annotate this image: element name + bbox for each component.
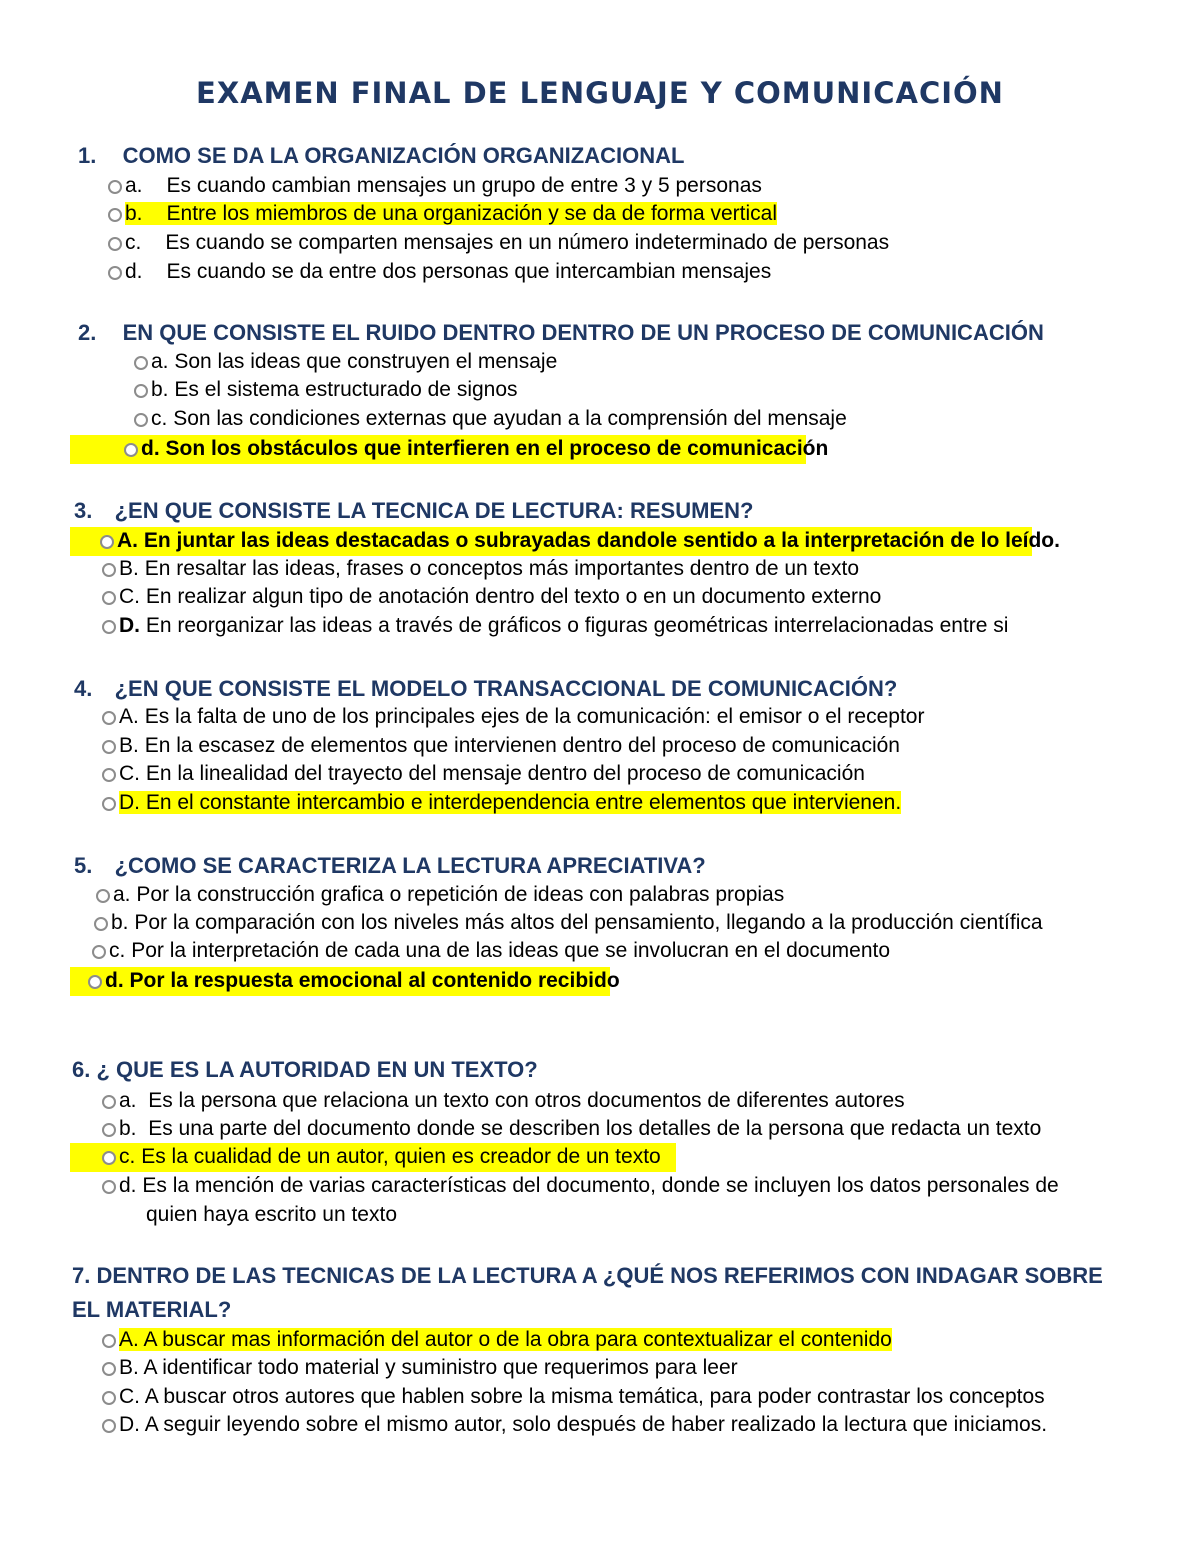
q7-option-d[interactable] xyxy=(102,1411,1047,1439)
option-letter: c. xyxy=(109,939,126,962)
option-letter: a. xyxy=(113,883,131,906)
option-text: En reorganizar las ideas a través de gráficos o figuras geométricas interrelacionadas entre si xyxy=(145,614,1009,637)
q2-option-c[interactable] xyxy=(134,405,847,433)
radio-button-icon[interactable] xyxy=(108,237,122,251)
option-text: Son los obstáculos que interfieren en el proceso de comunicación xyxy=(165,437,829,460)
q6-option-b[interactable] xyxy=(102,1115,1041,1143)
option-text: Es el sistema estructurado de signos xyxy=(174,378,518,401)
q2-option-a[interactable] xyxy=(134,348,557,376)
option-letter: c. xyxy=(151,407,168,430)
q6-option-a[interactable] xyxy=(102,1087,905,1115)
question-text: ¿EN QUE CONSISTE LA TECNICA DE LECTURA: RESUMEN? xyxy=(114,498,754,523)
question-4 xyxy=(74,672,897,706)
radio-button-icon[interactable] xyxy=(102,797,116,811)
question-number: 1. xyxy=(78,143,97,168)
radio-button-icon[interactable] xyxy=(102,711,116,725)
q2-option-b[interactable] xyxy=(134,376,518,404)
option-text: Es la mención de varias características del documento, donde se incluyen los datos personales de xyxy=(142,1174,1059,1197)
option-letter: d. xyxy=(119,1174,137,1197)
radio-button-icon[interactable] xyxy=(108,208,122,222)
q1-option-b[interactable] xyxy=(108,200,777,228)
option-letter: c. xyxy=(119,1145,136,1168)
exam-title: EXAMEN FINAL DE LENGUAJE Y COMUNICACIÓN xyxy=(196,76,1004,110)
radio-button-icon[interactable] xyxy=(102,1123,116,1137)
option-text: Es cuando cambian mensajes un grupo de entre 3 y 5 personas xyxy=(166,174,762,197)
option-text: Son las condiciones externas que ayudan a la comprensión del mensaje xyxy=(173,407,847,430)
question-1 xyxy=(78,139,684,173)
option-letter: A. xyxy=(119,705,139,728)
question-text: EN QUE CONSISTE EL RUIDO DENTRO DENTRO DE UN PROCESO DE COMUNICACIÓN xyxy=(122,320,1044,345)
option-letter: C. xyxy=(119,585,140,608)
option-letter: C. xyxy=(119,762,140,785)
question-2 xyxy=(78,316,1044,350)
option-text: Por la comparación con los niveles más altos del pensamiento, llegando a la producción científica xyxy=(134,911,1043,934)
q7-option-a[interactable] xyxy=(102,1326,892,1354)
option-letter: B. xyxy=(119,734,139,757)
option-letter: D. xyxy=(119,614,140,637)
question-text: ¿ QUE ES LA AUTORIDAD EN UN TEXTO? xyxy=(96,1057,538,1082)
radio-button-icon[interactable] xyxy=(92,945,106,959)
radio-button-icon[interactable] xyxy=(134,413,148,427)
option-letter: a. xyxy=(125,174,143,197)
option-text: Entre los miembros de una organización y se da de forma vertical xyxy=(166,202,777,225)
radio-button-icon[interactable] xyxy=(102,1095,116,1109)
option-letter: d. xyxy=(125,260,143,283)
q1-option-d[interactable] xyxy=(108,258,771,286)
question-number: 3. xyxy=(74,498,93,523)
option-letter: d. xyxy=(141,437,160,460)
radio-button-icon[interactable] xyxy=(94,917,108,931)
option-text: En el constante intercambio e interdependencia entre elementos que intervienen. xyxy=(145,791,902,814)
question-6 xyxy=(72,1053,538,1087)
question-7 xyxy=(72,1259,1132,1327)
option-letter: a. xyxy=(151,350,169,373)
q4-option-b[interactable] xyxy=(102,732,900,760)
option-text: En juntar las ideas destacadas o subrayadas dandole sentido a la interpretación de lo leído. xyxy=(143,529,1060,552)
radio-button-icon[interactable] xyxy=(134,356,148,370)
q6-option-d-continuation: quien haya escrito un texto xyxy=(146,1203,397,1226)
option-text: Son las ideas que construyen el mensaje xyxy=(174,350,558,373)
option-letter: a. xyxy=(119,1089,137,1112)
option-letter: D. xyxy=(119,1413,140,1436)
radio-button-icon[interactable] xyxy=(102,1151,116,1165)
radio-button-icon[interactable] xyxy=(102,1334,116,1348)
radio-button-icon[interactable] xyxy=(100,535,114,549)
option-text: Es la persona que relaciona un texto con otros documentos de diferentes autores xyxy=(148,1089,905,1112)
question-number: 2. xyxy=(78,320,97,345)
option-text: Es una parte del documento donde se describen los detalles de la persona que redacta un texto xyxy=(148,1117,1042,1140)
question-number: 7. xyxy=(72,1263,91,1288)
q3-option-b[interactable] xyxy=(102,555,859,583)
q5-option-b[interactable] xyxy=(94,909,1043,937)
question-text: ¿COMO SE CARACTERIZA LA LECTURA APRECIATIVA? xyxy=(114,853,706,878)
radio-button-icon[interactable] xyxy=(102,591,116,605)
option-letter: b. xyxy=(125,202,143,225)
q7-option-c[interactable] xyxy=(102,1383,1045,1411)
radio-button-icon[interactable] xyxy=(102,620,116,634)
radio-button-icon[interactable] xyxy=(102,1362,116,1376)
option-text: En resaltar las ideas, frases o conceptos más importantes dentro de un texto xyxy=(144,557,860,580)
q6-option-c[interactable] xyxy=(102,1143,661,1171)
option-text: En la escasez de elementos que intervienen dentro del proceso de comunicación xyxy=(144,734,900,757)
option-letter: c. xyxy=(125,231,142,254)
option-letter: C. xyxy=(119,1385,140,1408)
question-text: DENTRO DE LAS TECNICAS DE LA LECTURA A ¿QUÉ NOS REFERIMOS CON INDAGAR SOBRE EL MATERIAL? xyxy=(72,1263,1103,1322)
q6-option-d[interactable] xyxy=(102,1172,1059,1200)
question-text: ¿EN QUE CONSISTE EL MODELO TRANSACCIONAL DE COMUNICACIÓN? xyxy=(114,676,898,701)
option-text: Por la interpretación de cada una de las ideas que se involucran en el documento xyxy=(131,939,891,962)
radio-button-icon[interactable] xyxy=(102,1419,116,1433)
q1-option-c[interactable] xyxy=(108,229,889,257)
q1-option-a[interactable] xyxy=(108,172,762,200)
question-number: 5. xyxy=(74,853,93,878)
radio-button-icon[interactable] xyxy=(96,889,110,903)
option-text: A buscar otros autores que hablen sobre la misma temática, para poder contrastar los conceptos xyxy=(144,1385,1045,1408)
q4-option-a[interactable] xyxy=(102,703,924,731)
option-letter: B. xyxy=(119,557,139,580)
question-number: 4. xyxy=(74,676,93,701)
q3-option-c[interactable] xyxy=(102,583,881,611)
q5-option-d[interactable] xyxy=(88,967,620,995)
option-letter: D. xyxy=(119,791,140,814)
option-text: En la linealidad del trayecto del mensaje dentro del proceso de comunicación xyxy=(145,762,865,785)
option-letter: A. xyxy=(117,529,138,552)
radio-button-icon[interactable] xyxy=(108,180,122,194)
q3-option-a[interactable] xyxy=(100,527,1060,555)
option-text: En realizar algun tipo de anotación dentro del texto o en un documento externo xyxy=(145,585,882,608)
option-letter: b. xyxy=(119,1117,137,1140)
option-text: A seguir leyendo sobre el mismo autor, solo después de haber realizado la lectura que iniciamos. xyxy=(144,1413,1048,1436)
radio-button-icon[interactable] xyxy=(134,384,148,398)
option-letter: B. xyxy=(119,1356,139,1379)
question-text: COMO SE DA LA ORGANIZACIÓN ORGANIZACIONAL xyxy=(122,143,685,168)
option-text: Es cuando se comparten mensajes en un número indeterminado de personas xyxy=(165,231,890,254)
option-text: A identificar todo material y suministro que requerimos para leer xyxy=(143,1356,738,1379)
q4-option-d[interactable] xyxy=(102,789,901,817)
radio-button-icon[interactable] xyxy=(102,563,116,577)
q7-option-b[interactable] xyxy=(102,1354,738,1382)
option-letter: b. xyxy=(111,911,129,934)
option-text: Es cuando se da entre dos personas que intercambian mensajes xyxy=(166,260,772,283)
radio-button-icon[interactable] xyxy=(124,443,138,457)
option-letter: A. xyxy=(119,1328,139,1351)
q4-option-c[interactable] xyxy=(102,760,865,788)
option-letter: d. xyxy=(105,969,124,992)
option-text: Es la falta de uno de los principales ejes de la comunicación: el emisor o el receptor xyxy=(144,705,925,728)
question-5 xyxy=(74,849,706,883)
radio-button-icon[interactable] xyxy=(102,768,116,782)
question-3 xyxy=(74,494,753,528)
option-text: A buscar mas información del autor o de la obra para contextualizar el contenido xyxy=(143,1328,892,1351)
q5-option-c[interactable] xyxy=(92,937,890,965)
radio-button-icon[interactable] xyxy=(108,266,122,280)
radio-button-icon[interactable] xyxy=(102,740,116,754)
radio-button-icon[interactable] xyxy=(88,975,102,989)
q2-option-d[interactable] xyxy=(124,435,828,463)
question-number: 6. xyxy=(72,1057,91,1082)
option-letter: b. xyxy=(151,378,169,401)
q3-option-d[interactable] xyxy=(102,612,1008,640)
radio-button-icon[interactable] xyxy=(102,1391,116,1405)
option-text: Por la construcción grafica o repetición de ideas con palabras propias xyxy=(136,883,785,906)
q5-option-a[interactable] xyxy=(96,881,784,909)
radio-button-icon[interactable] xyxy=(102,1180,116,1194)
option-text: Por la respuesta emocional al contenido recibido xyxy=(129,969,620,992)
option-text: Es la cualidad de un autor, quien es creador de un texto xyxy=(141,1145,661,1168)
